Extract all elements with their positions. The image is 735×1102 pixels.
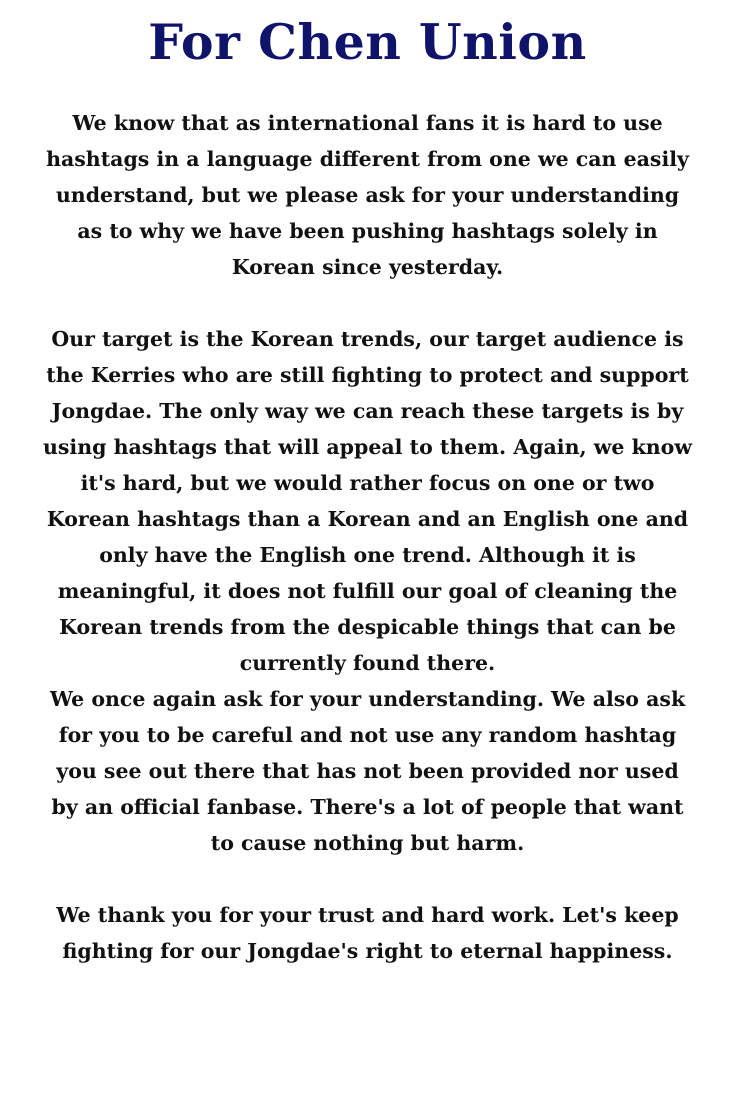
- paragraph-target-trends: Our target is the Korean trends, our target audience is the Kerries who are still fighting to protect and support Jongdae. The only way we can reach these targets is by using hashtags that will appeal to them. Again, we know it's hard, but we would rather focus on one or two Korean hashtags than a Korean and an English one and only have the English one trend. Although it is meaningful, it does not fulfill our goal of cleaning the Korean trends from the despicable things that can be currently found there.: [42, 327, 693, 675]
- page-title: For Chen Union: [148, 13, 587, 71]
- paragraph-careful-hashtags: We once again ask for your understanding. We also ask for you to be careful and not use any random hashtag you see out there that has not been provided nor used by an official fanbase. There's a lot of people that want to cause nothing but harm.: [49, 687, 686, 855]
- paragraph-hashtags-language: We know that as international fans it is hard to use hashtags in a language different from one we can easily understand, but we please ask for your understanding as to why we have been pushing hashtags solely in Korean since yesterday.: [46, 111, 689, 279]
- paragraph-thank-you: We thank you for your trust and hard work. Let's keep fighting for our Jongdae's right to eternal happiness.: [56, 903, 679, 963]
